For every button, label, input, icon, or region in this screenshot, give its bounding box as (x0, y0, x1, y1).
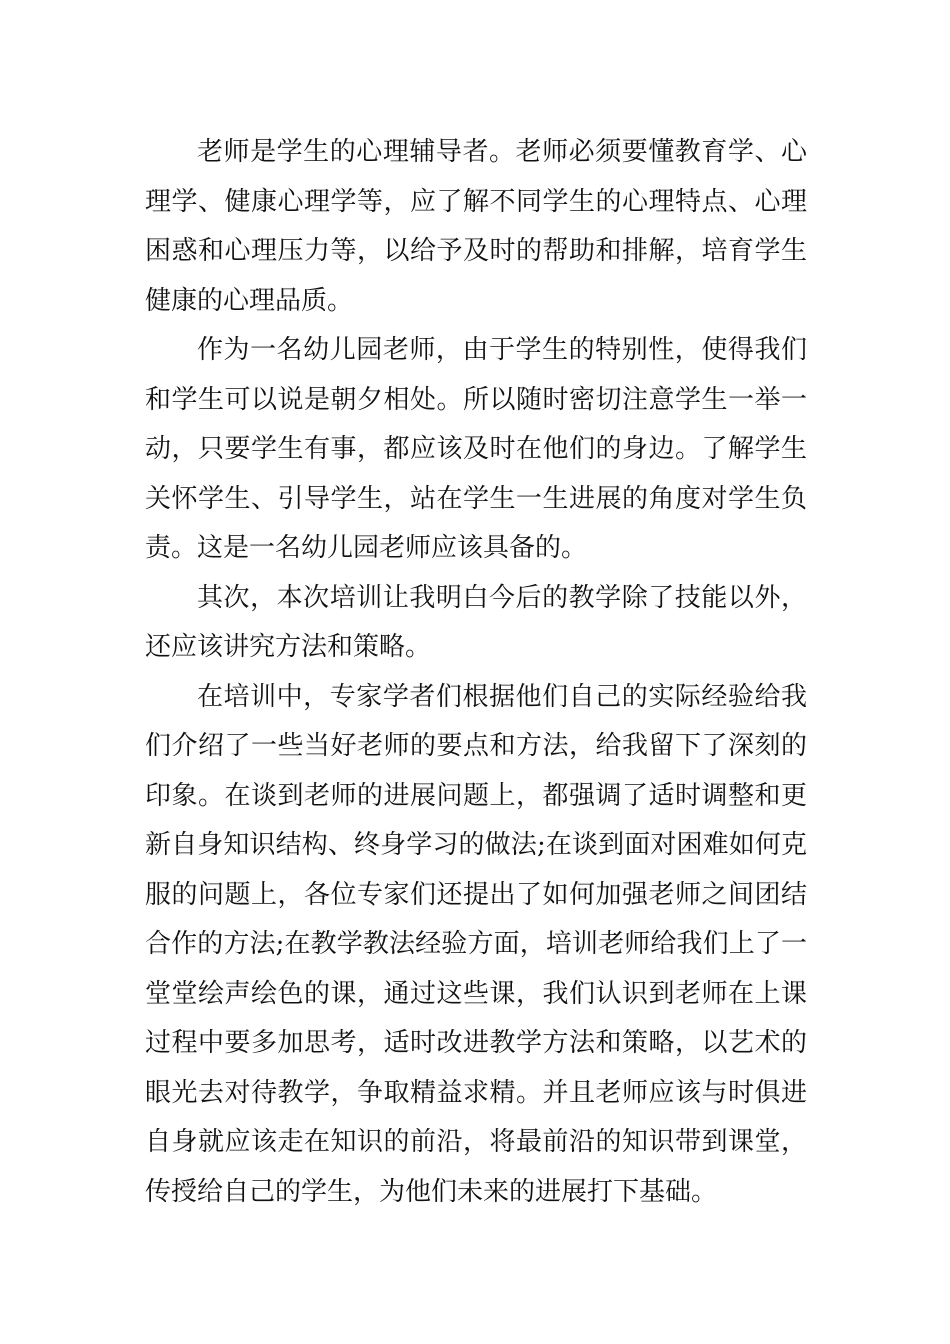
paragraph-training: 在培训中，专家学者们根据他们自己的实际经验给我们介绍了一些当好老师的要点和方法，给我留下了深刻的印象。在谈到老师的进展问题上，都强调了适时调整和更新自身知识结构、终身学习的做法;在谈到面对困难如何克服的问题上，各位专家们还提出了如何加强老师之间团结合作的方法;在教学教法经验方面，培训老师给我们上了一堂堂绘声绘色的课，通过这些课，我们认识到老师在上课过程中要多加思考，适时改进教学方法和策略，以艺术的眼光去对待教学，争取精益求精。并且老师应该与时俱进自身就应该走在知识的前沿，将最前沿的知识带到课堂，传授给自己的学生，为他们未来的进展打下基础。 (145, 681, 807, 1207)
document-page (145, 128, 807, 1217)
paragraph-kindergarten: 作为一名幼儿园老师，由于学生的特别性，使得我们和学生可以说是朝夕相处。所以随时密切注意学生一举一动，只要学生有事，都应该及时在他们的身边。了解学生关怀学生、引导学生，站在学生一生进展的角度对学生负责。这是一名幼儿园老师应该具备的。 (145, 335, 807, 563)
paragraph-methods: 其次，本次培训让我明白今后的教学除了技能以外，还应该讲究方法和策略。 (145, 582, 807, 662)
paragraph-psychology: 老师是学生的心理辅导者。老师必须要懂教育学、心理学、健康心理学等，应了解不同学生的心理特点、心理困惑和心理压力等，以给予及时的帮助和排解，培育学生健康的心理品质。 (145, 137, 807, 316)
